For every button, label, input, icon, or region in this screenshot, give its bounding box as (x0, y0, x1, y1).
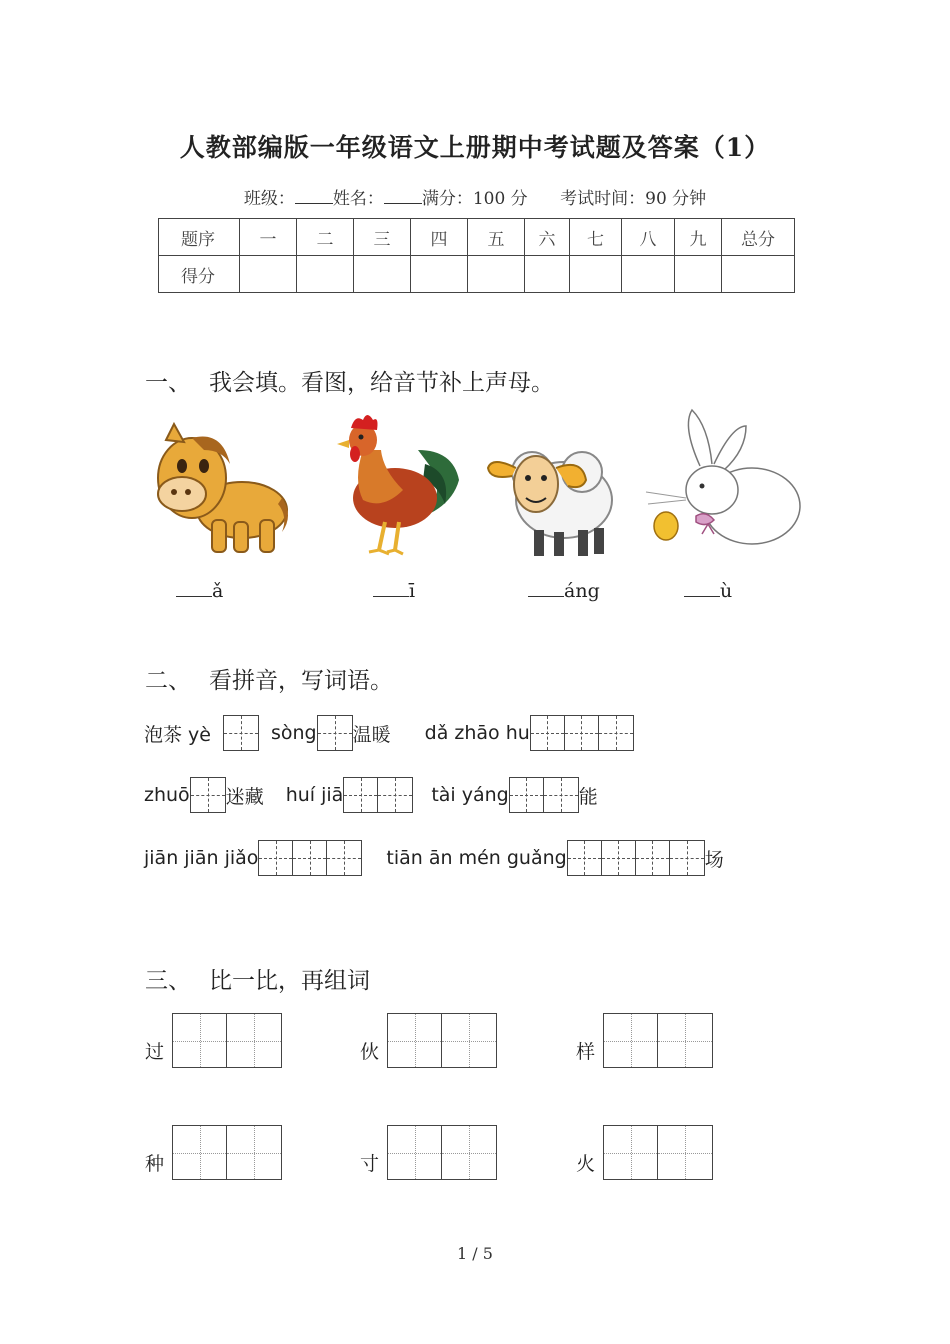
col-7: 七 (570, 219, 622, 256)
row2-text-c: huí jiā (285, 784, 344, 806)
score-cell[interactable] (297, 256, 354, 293)
compare-item (145, 1013, 285, 1068)
compare-char: 火 (576, 1153, 596, 1175)
score-cell[interactable] (525, 256, 570, 293)
section-1-title: 我会填。看图，给音节补上声母。 (209, 370, 554, 396)
tianzige-box[interactable] (172, 1125, 282, 1180)
row1-text-d: dǎ zhāo hu (424, 722, 530, 744)
pinyin-blank-1 (176, 578, 223, 602)
col-2: 二 (297, 219, 354, 256)
compare-char: 伙 (360, 1041, 380, 1063)
compare-item (360, 1125, 500, 1180)
pinyin-suffix: ù (720, 580, 733, 602)
col-1: 一 (240, 219, 297, 256)
col-5: 五 (468, 219, 525, 256)
compare-char: 过 (145, 1041, 165, 1063)
compare-item (576, 1125, 716, 1180)
rooster-image (333, 410, 461, 560)
section-3-num: 三、 (145, 968, 191, 994)
compare-item (145, 1125, 285, 1180)
initial-blank[interactable] (528, 578, 564, 597)
score-table (158, 218, 795, 293)
section-3-title: 比一比，再组词 (209, 968, 370, 994)
class-blank (295, 187, 333, 204)
initial-blank[interactable] (684, 578, 720, 597)
compare-char: 种 (145, 1153, 165, 1175)
section-1-num: 一、 (145, 370, 191, 396)
name-blank (384, 187, 422, 204)
header-label: 题序 (159, 219, 240, 256)
pinyin-suffix: ǎ (212, 580, 224, 602)
row3-text-c: 场 (704, 848, 724, 871)
section-2-num: 二、 (145, 668, 191, 694)
section-1-heading (145, 364, 554, 397)
tianzige-box[interactable] (387, 1125, 497, 1180)
row3-text-b: tiān ān mén guǎng (386, 847, 567, 869)
exam-info (0, 184, 950, 209)
row1-text-b: sòng (270, 722, 317, 744)
pinyin-blank-2 (373, 578, 415, 602)
tianzige-box[interactable] (567, 840, 705, 876)
row3-text-a: jiān jiān jiǎo (144, 847, 259, 869)
page-title: 人教部编版一年级语文上册期中考试题及答案（1） (179, 133, 771, 162)
word-row-3 (144, 838, 724, 878)
rabbit-image (642, 406, 804, 554)
tianzige-box[interactable] (172, 1013, 282, 1068)
row2-text-d: tài yáng (431, 784, 509, 806)
pinyin-blank-3 (528, 578, 600, 602)
col-8: 八 (622, 219, 675, 256)
row2-text-a: zhuō (144, 784, 190, 806)
row1-text-a: 泡茶 yè (144, 723, 211, 746)
tianzige-box[interactable] (387, 1013, 497, 1068)
section-2-title: 看拼音，写词语。 (209, 668, 393, 694)
class-label: 班级： (243, 189, 295, 209)
col-3: 三 (354, 219, 411, 256)
score-label: 得分 (159, 256, 240, 293)
tianzige-box[interactable] (258, 840, 362, 876)
page-number: 1 / 5 (457, 1244, 493, 1263)
section-2-heading (145, 662, 393, 695)
score-cell[interactable] (570, 256, 622, 293)
score-table-header-row (159, 219, 795, 256)
col-4: 四 (411, 219, 468, 256)
tianzige-box[interactable] (509, 777, 579, 813)
pinyin-suffix: áng (564, 580, 600, 602)
score-cell[interactable] (354, 256, 411, 293)
score-cell[interactable] (722, 256, 795, 293)
exam-time: 考试时间：90 分钟 (560, 189, 707, 209)
compare-item (576, 1013, 716, 1068)
row1-text-c: 温暖 (352, 723, 391, 746)
tianzige-box[interactable] (343, 777, 413, 813)
tianzige-box[interactable] (603, 1125, 713, 1180)
section-3-heading (145, 962, 370, 995)
tianzige-box[interactable] (223, 715, 259, 751)
sheep-image (482, 428, 620, 562)
name-label: 姓名： (332, 189, 384, 209)
col-9: 九 (675, 219, 722, 256)
col-6: 六 (525, 219, 570, 256)
col-total: 总分 (722, 219, 795, 256)
score-table-score-row (159, 256, 795, 293)
pinyin-suffix: ī (409, 580, 416, 602)
compare-char: 样 (576, 1041, 596, 1063)
score-cell[interactable] (411, 256, 468, 293)
tianzige-box[interactable] (603, 1013, 713, 1068)
word-row-2 (144, 775, 598, 815)
compare-item (360, 1013, 500, 1068)
initial-blank[interactable] (176, 578, 212, 597)
full-score: 满分：100 分 (421, 189, 528, 209)
tianzige-box[interactable] (530, 715, 634, 751)
tianzige-box[interactable] (190, 777, 226, 813)
initial-blank[interactable] (373, 578, 409, 597)
row2-text-e: 能 (578, 785, 598, 808)
score-cell[interactable] (622, 256, 675, 293)
score-cell[interactable] (240, 256, 297, 293)
compare-char: 寸 (360, 1153, 380, 1175)
score-cell[interactable] (675, 256, 722, 293)
pinyin-blank-4 (684, 578, 732, 602)
row2-text-b: 迷藏 (225, 785, 264, 808)
tianzige-box[interactable] (317, 715, 353, 751)
word-row-1 (144, 713, 634, 753)
horse-image (152, 420, 294, 560)
score-cell[interactable] (468, 256, 525, 293)
